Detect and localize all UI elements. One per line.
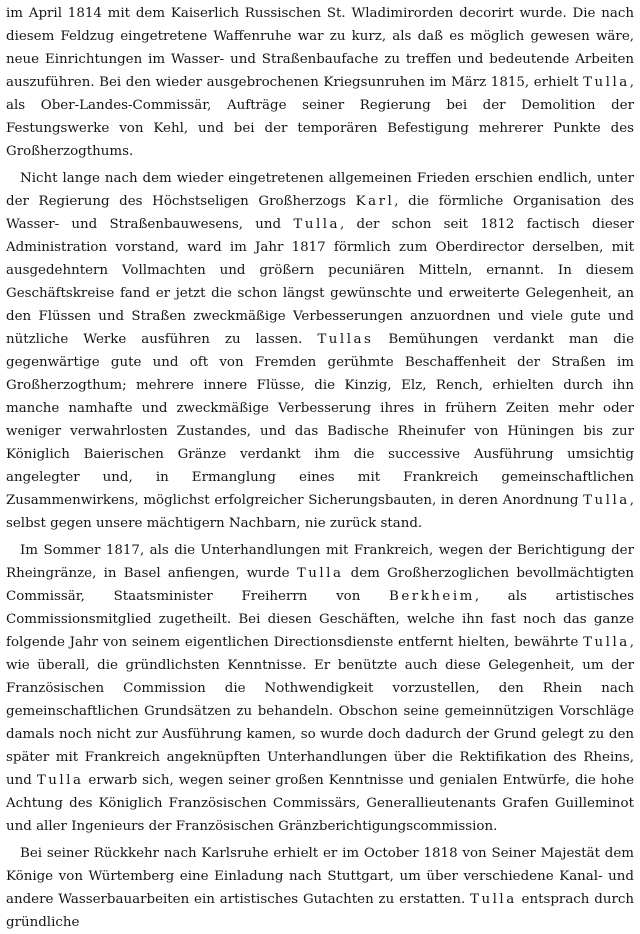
paragraph-4 <box>6 842 634 934</box>
text-run: Nicht lange nach dem wieder eingetretenen allgemeinen Frieden erschien endlich, unter der Regierung des Höchstseligen Großherzogs <box>6 171 634 209</box>
person-name: Tulla <box>293 217 340 232</box>
person-name: Tulla <box>583 75 630 90</box>
text-run: Im Sommer 1817, als die Unterhandlungen mit Frankreich, wegen der Berichtigung der Rheingränze, in Basel anfiengen, wurde <box>6 543 634 581</box>
text-run: , wie überall, die gründlichsten Kenntnisse. Er benützte auch diese Gelegenheit, um der Französischen Commission die Nothwendigkeit vorzustellen, den Rhein nach gemeinschaftlichen Grundsätzen zu behandeln. Obschon seine gemeinnützigen Vorschläge damals noch nicht zur Ausführung kamen, so wurde doch dadurch der Grund gelegt zu den später mit Frankreich angeknüpften Unterhandlungen über die Rektifikation des Rheins, und <box>6 635 634 788</box>
text-run: , selbst gegen unsere mächtigern Nachbarn, nie zurück stand. <box>6 493 634 531</box>
person-name: Tulla <box>36 773 84 788</box>
text-run: , der schon seit 1812 factisch dieser Administration vorstand, ward im Jahr 1817 förmlich zum Oberdirector derselben, mit ausgedehntern Vollmachten und größern pecuniären Mitteln, ernannt. In diesem Geschäftskreise fand er jetzt die schon längst gewünschte und erweiterte Gelegenheit, an den Flüssen und Straßen zweckmäßige Verbesserungen anzuordnen und viele gute und nützliche Werke ausführen zu lassen. <box>6 217 634 347</box>
text-run: , als Ober-Landes-Commissär, Aufträge seiner Regierung bei der Demolition der Festungswerke von Kehl, und bei der temporären Befestigung mehrerer Punkte des Großherzogthums. <box>6 75 634 159</box>
text-run: Bei seiner Rückkehr nach Karlsruhe erhielt er im October 1818 von Seiner Majestät dem Könige von Würtemberg eine Einladung nach Stuttgart, um über verschiedene Kanal- und andere Wasserbauarbeiten ein artistisches Gutachten zu erstatten. <box>6 846 634 907</box>
person-name: Tulla <box>583 635 630 650</box>
paragraph-1 <box>6 2 634 163</box>
person-name: Tulla <box>296 566 344 581</box>
text-run: , als artistisches Commissionsmitglied zugetheilt. Bei diesen Geschäften, welche ihn fast noch das ganze folgende Jahr von seinem eigentlichen Directionsdienste entfernt hielten, bewährte <box>6 589 634 650</box>
paragraph-2 <box>6 167 634 535</box>
person-name: Tullas <box>317 332 374 347</box>
text-run: dem Großherzoglichen bevollmächtigten Commissär, Staatsminister Freiherrn von <box>6 566 634 604</box>
text-run: im April 1814 mit dem Kaiserlich Russischen St. Wladimirorden decorirt wurde. Die nach diesem Feldzug eingetretene Waffenruhe war zu kurz, als daß es möglich gewesen wäre, neue Einrichtungen im Wasser- und Straßenbaufache zu treffen und bedeutende Arbeiten auszuführen. Bei den wieder ausgebrochenen Kriegsunruhen im März 1815, erhielt <box>6 6 634 90</box>
paragraph-3 <box>6 539 634 838</box>
text-run: entsprach durch gründliche <box>6 892 634 930</box>
person-name: Tulla <box>470 892 517 907</box>
text-run: erwarb sich, wegen seiner großen Kenntnisse und genialen Entwürfe, die hohe Achtung des Königlich Französischen Commissärs, Generallieutenants Grafen Guilleminot und aller Ingenieurs der Französischen Gränzberichtigungscommission. <box>6 773 634 834</box>
text-run: Bemühungen verdankt man die gegenwärtige gute und oft von Fremden gerühmte Beschaffenheit der Straßen im Großherzogthum; mehrere innere Flüsse, die Kinzig, Elz, Rench, erhielten durch ihn manche namhafte und zweckmäßige Verbesserung ihres in frühern Zeiten mehr oder weniger verwahrlosten Zustandes, und das Badische Rheinufer von Hüningen bis zur Königlich Baierischen Gränze verdankt ihm die successive Ausführung umsichtig angelegter und, in Ermanglung eines mit Frankreich gemeinschaftlichen Zusammenwirkens, möglichst erfolgreicher Sicherungsbauten, in deren Anordnung <box>6 332 634 508</box>
text-run: , die förmliche Organisation des Wasser- und Straßenbauwesens, und <box>6 194 634 232</box>
person-name: Berkheim <box>389 589 475 604</box>
person-name: Tulla <box>583 493 630 508</box>
person-name: Karl <box>355 194 395 209</box>
